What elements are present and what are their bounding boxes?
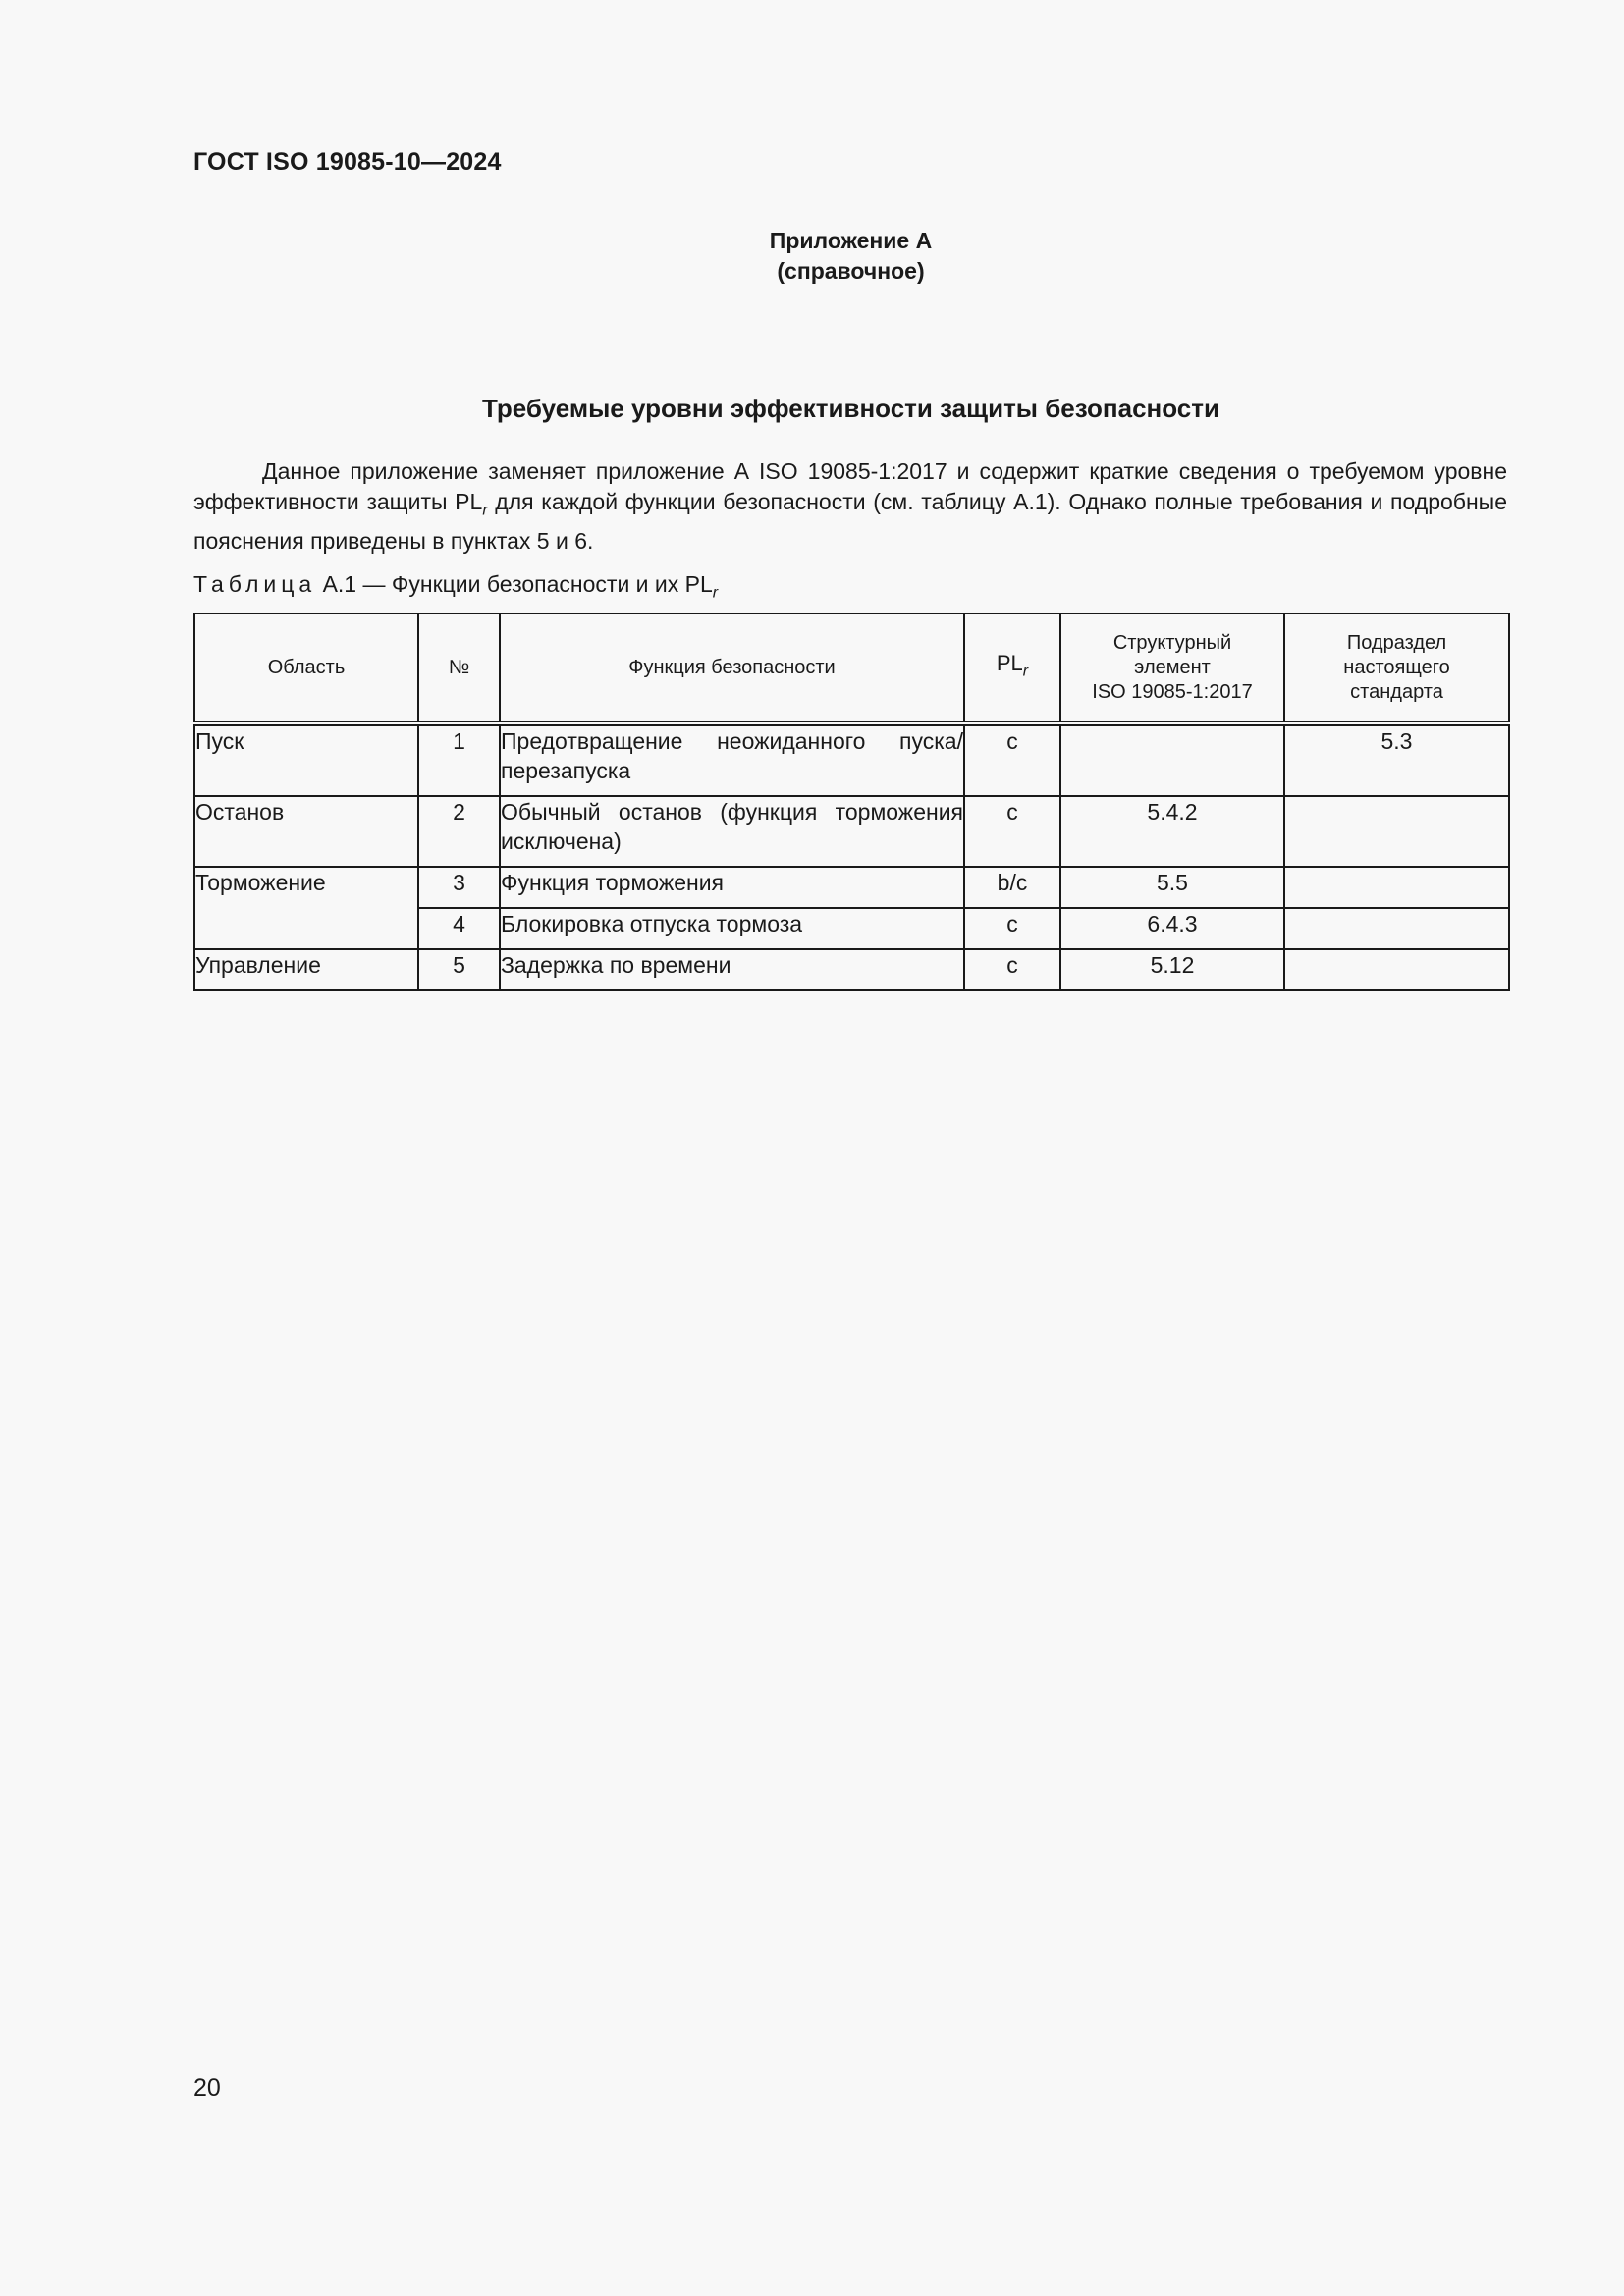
header-plr-subscript: r: [1022, 663, 1029, 680]
header-subsection-line: настоящего: [1343, 656, 1450, 678]
intro-text-start: Данное приложение заменяет приложение А ISO 19085-1:2017 и содержит краткие сведения о требуемом уровне эффективности защиты PL: [193, 458, 1507, 514]
document-code: ГОСТ ISO 19085-10—2024: [193, 148, 502, 176]
table-caption-subscript: r: [712, 584, 719, 602]
cell-plr: b/c: [964, 867, 1060, 908]
section-title: Требуемые уровни эффективности защиты безопасности: [482, 394, 1219, 423]
cell-element: [1060, 723, 1284, 796]
cell-function: Задержка по времени: [500, 949, 964, 990]
cell-function: Блокировка отпуска тормоза: [500, 908, 964, 949]
intro-paragraph: [193, 456, 1507, 556]
cell-number: 2: [418, 796, 500, 867]
cell-element: 5.5: [1060, 867, 1284, 908]
cell-subsection: [1284, 949, 1509, 990]
table-caption: [193, 571, 718, 603]
header-structural-element: [1060, 614, 1284, 723]
header-element-line: Структурный: [1112, 631, 1232, 654]
cell-plr: c: [964, 908, 1060, 949]
header-area: Область: [194, 614, 418, 723]
intro-subscript: r: [482, 502, 488, 519]
table-row: [194, 796, 1509, 867]
intro-text-end: для каждой функции безопасности (см. таблицу А.1). Однако полные требования и подробные пояснения приведены в пунктах 5 и 6.: [193, 488, 1507, 554]
header-function: Функция безопасности: [500, 614, 964, 723]
cell-function: Обычный останов (функция торможения исключена): [500, 796, 964, 867]
header-subsection: [1284, 614, 1509, 723]
cell-plr: c: [964, 796, 1060, 867]
cell-plr: c: [964, 949, 1060, 990]
header-plr: [964, 614, 1060, 723]
cell-subsection: [1284, 867, 1509, 908]
cell-function: Предотвращение неожиданного пуска/перезапуска: [500, 723, 964, 796]
cell-subsection: [1284, 796, 1509, 867]
page-number: 20: [193, 2074, 221, 2102]
cell-plr: c: [964, 723, 1060, 796]
cell-subsection: [1284, 908, 1509, 949]
table-header-row: [194, 614, 1509, 723]
cell-number: 1: [418, 723, 500, 796]
appendix-kind: (справочное): [777, 258, 925, 284]
cell-element: 5.12: [1060, 949, 1284, 990]
table-row: [194, 723, 1509, 796]
cell-number: 3: [418, 867, 500, 908]
cell-area: Торможение: [194, 867, 418, 949]
cell-area: Управление: [194, 949, 418, 990]
cell-number: 5: [418, 949, 500, 990]
cell-function: Функция торможения: [500, 867, 964, 908]
appendix-title: Приложение А: [769, 228, 933, 253]
cell-area: Останов: [194, 796, 418, 867]
table-row: [194, 949, 1509, 990]
cell-number: 4: [418, 908, 500, 949]
header-element-line: элемент: [1134, 656, 1211, 678]
header-subsection-line: стандарта: [1350, 680, 1443, 703]
cell-element: 6.4.3: [1060, 908, 1284, 949]
table-caption-label: Таблица: [193, 571, 317, 597]
header-number: №: [418, 614, 500, 723]
cell-element: 5.4.2: [1060, 796, 1284, 867]
header-plr-text: PL: [996, 651, 1023, 676]
table-caption-text: А.1 — Функции безопасности и их PL: [316, 571, 713, 597]
table-row: [194, 867, 1509, 908]
cell-subsection: 5.3: [1284, 723, 1509, 796]
safety-functions-table: [193, 613, 1510, 991]
cell-area: Пуск: [194, 723, 418, 796]
header-subsection-line: Подраздел: [1346, 631, 1447, 654]
appendix-heading: [0, 226, 1624, 287]
header-element-line: ISO 19085-1:2017: [1092, 680, 1253, 703]
